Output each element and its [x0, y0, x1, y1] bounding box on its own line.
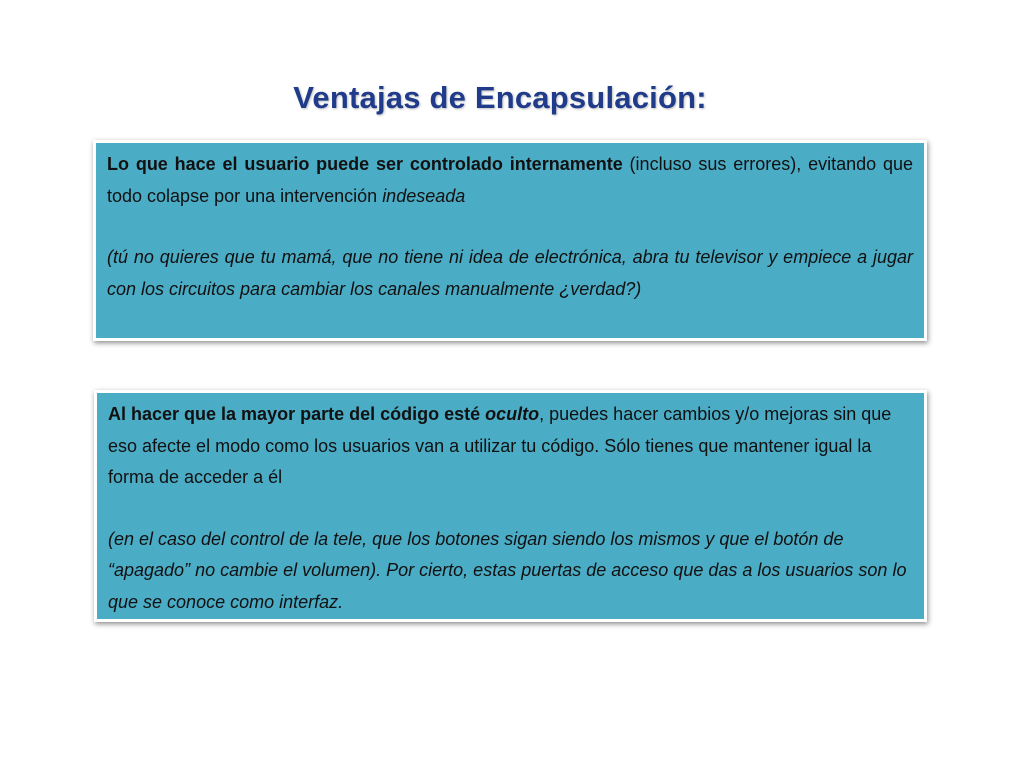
control-paragraph [107, 149, 913, 212]
control-example-text: (tú no quieres que tu mamá, que no tiene ni idea de electrónica, abra tu televisor y empiece a jugar con los circuitos para cambiar los canales manualmente ¿verdad?) [107, 247, 913, 299]
control-body-text: (incluso sus errores), evitando que todo colapse por una intervención [107, 154, 914, 206]
control-example-paragraph [107, 242, 913, 305]
control-italic-text: indeseada [382, 185, 466, 206]
hidden-code-example-paragraph [108, 524, 913, 619]
hidden-code-body-text: , puedes hacer cambios y/o mejoras sin que eso afecte el modo como los usuarios van a utilizar tu código. Sólo tienes que mantener igual la forma de acceder a él [108, 404, 892, 487]
hidden-code-bold-text: Al hacer que la mayor parte del código esté [108, 404, 486, 424]
advantage-box-control [93, 140, 927, 341]
hidden-code-paragraph [108, 399, 913, 494]
hidden-code-bold-italic-text: oculto [485, 404, 540, 424]
hidden-code-example-text: (en el caso del control de la tele, que los botones sigan siendo los mismos y que el botón de “apagado” no cambie el volumen). Por cierto, estas puertas de acceso que das a los usuarios son lo que se conoce como interfaz. [108, 528, 907, 612]
advantage-box-hidden-code [94, 390, 927, 622]
slide-title: Ventajas de Encapsulación: [293, 80, 707, 115]
control-bold-text: Lo que hace el usuario puede ser controlado internamente [107, 154, 623, 174]
